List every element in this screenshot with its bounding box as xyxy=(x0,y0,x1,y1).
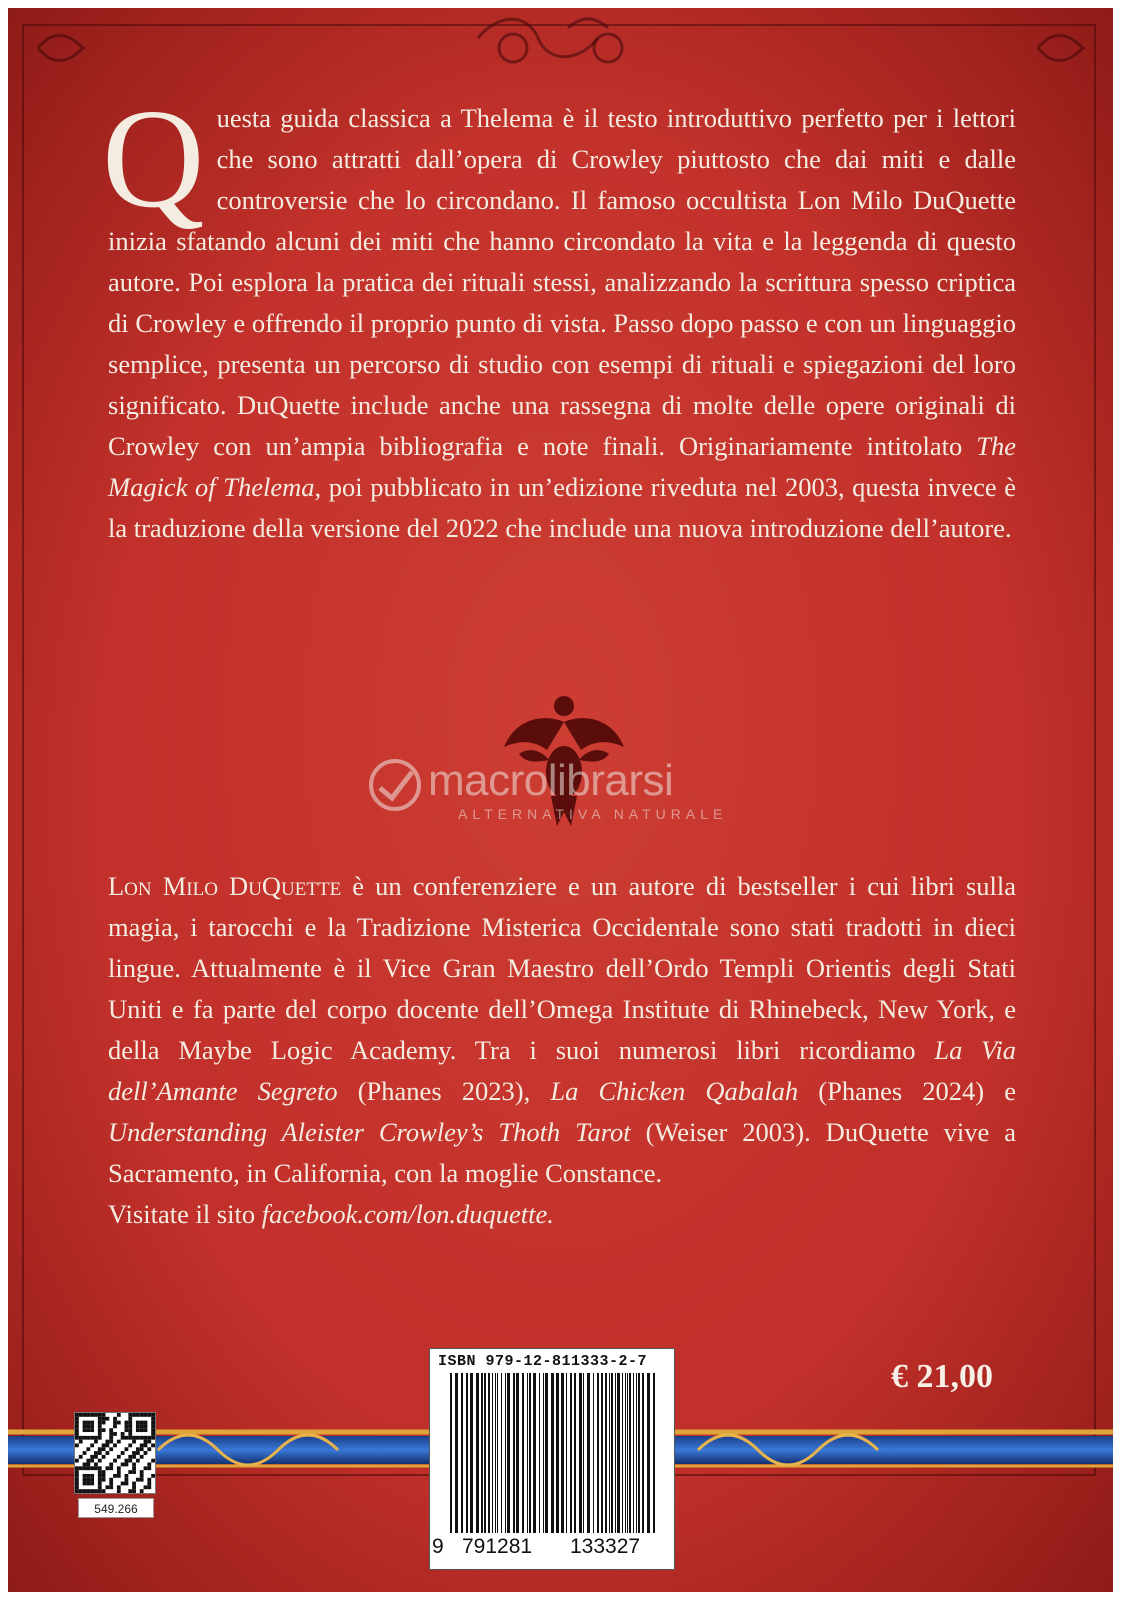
leaf-logo-icon xyxy=(368,758,422,812)
qr-code-label: 549.266 xyxy=(78,1498,154,1518)
bio-text-3: (Phanes 2024) e xyxy=(798,1076,1016,1106)
watermark xyxy=(368,756,768,828)
watermark-name: macrolibrarsi xyxy=(428,756,674,805)
qr-code xyxy=(74,1412,156,1494)
author-bio xyxy=(108,866,1016,1235)
original-title: The Magick of Thelema xyxy=(108,431,1016,502)
bio-text-4: (Weiser 2003). DuQuette vive a Sacramento, in California, con la moglie Constance. xyxy=(108,1117,1016,1188)
bio-text-1: è un conferenziere e un autore di bestseller i cui libri sulla magia, i tarocchi e la Tradizione Misterica Occidentale sono stati tradotti in dieci lingue. Attualmente è il Vice Gran Maestro dell’Ordo Templi Orientis degli Stati Uniti e fa parte del corpo docente dell’Omega Institute di Rhinebeck, New York, e della Maybe Logic Academy. Tra i suoi numerosi libri ricordiamo xyxy=(108,871,1016,1065)
visit-url: facebook.com/lon.duquette. xyxy=(261,1199,554,1229)
barcode-bars xyxy=(450,1373,660,1533)
visit-label: Visitate il sito xyxy=(108,1199,262,1229)
book-title-2: La Chicken Qabalah xyxy=(550,1076,799,1106)
author-name: Lon Milo DuQuette xyxy=(108,871,342,901)
blurb-text-2: , poi pubblicato in un’edizione riveduta nel 2003, questa invece è la traduzione della versione del 2022 che include una nuova introduzione dell’autore. xyxy=(108,472,1016,543)
book-back-cover xyxy=(8,8,1113,1592)
blurb-text-1: uesta guida classica a Thelema è il testo introduttivo perfetto per i lettori che sono attratti dall’opera di Crowley piuttosto che dai miti e dalle controversie che lo circondano. Il famoso occultista Lon Milo DuQuette inizia sfatando alcuni dei miti che hanno circondato la vita e la leggenda di questo autore. Poi esplora la pratica dei rituali stessi, analizzando la scrittura spesso criptica di Crowley e offrendo il proprio punto di vista. Passo dopo passo e con un linguaggio semplice, presenta un percorso di studio con esempi di rituali e spiegazioni del loro significato. DuQuette include anche una rassegna di molte delle opere originali di Crowley con un’ampia bibliografia e note finali. Originariamente intitolato xyxy=(108,103,1016,461)
book-blurb xyxy=(102,79,1016,549)
bio-text-2: (Phanes 2023), xyxy=(337,1076,551,1106)
top-flourish-ornament xyxy=(8,8,1113,78)
price: € 21,00 xyxy=(891,1358,993,1395)
watermark-tagline: ALTERNATIVA NATURALE xyxy=(458,806,728,822)
barcode-digits-group1: 791281 xyxy=(462,1535,533,1558)
book-title-1: La Via dell’Amante Segreto xyxy=(108,1035,1016,1106)
barcode-label xyxy=(429,1348,675,1570)
barcode-digits-group2: 133327 xyxy=(570,1535,641,1558)
book-title-3: Understanding Aleister Crowley’s Thoth Tarot xyxy=(108,1117,631,1147)
isbn-number: ISBN 979-12-811333-2-7 xyxy=(438,1353,648,1370)
drop-cap: Q xyxy=(102,79,205,237)
barcode-digit-first: 9 xyxy=(432,1535,444,1558)
